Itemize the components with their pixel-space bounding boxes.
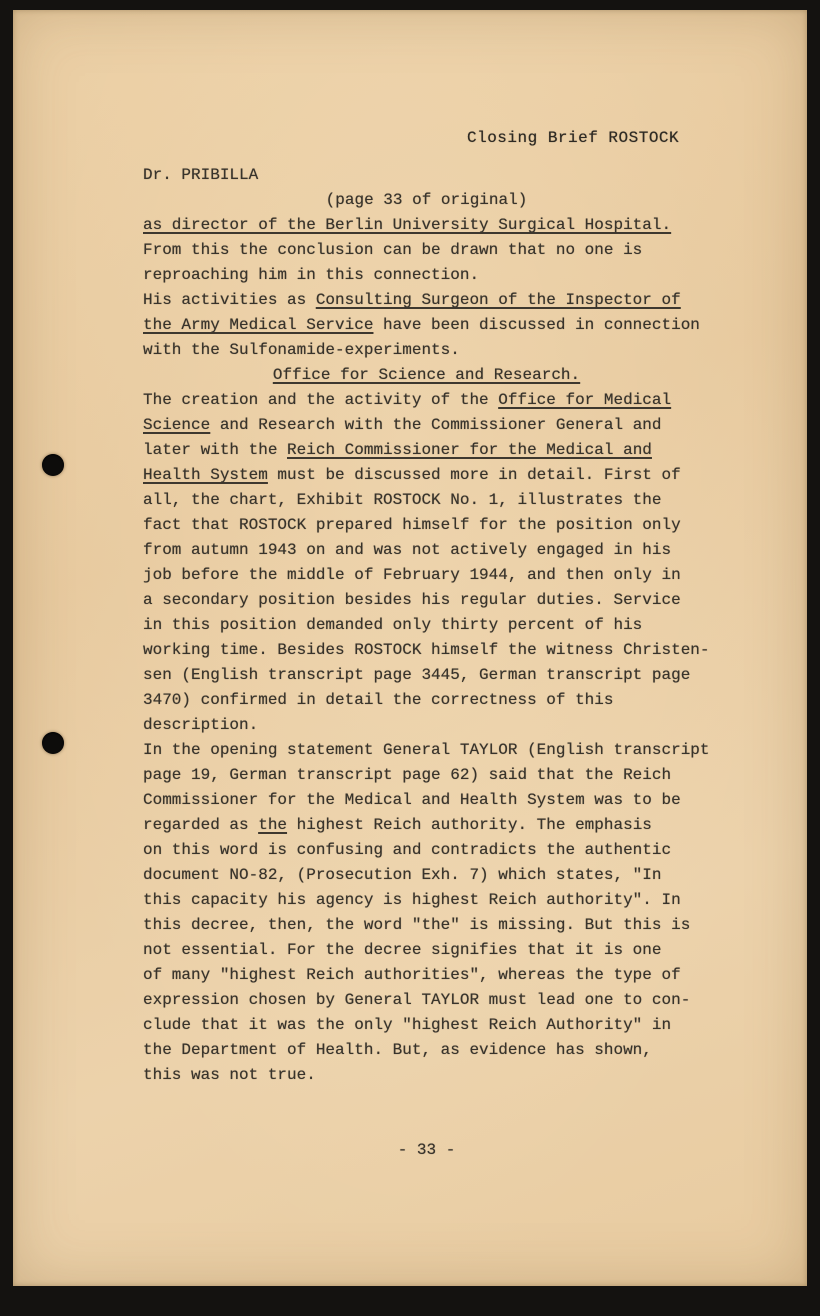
text-segment: reproaching him in this connection. (143, 266, 480, 284)
document-line (143, 763, 710, 788)
document-line (143, 963, 710, 988)
hole-punch-icon (42, 732, 64, 754)
text-segment: the Army Medical Service (143, 316, 374, 334)
document-line (143, 663, 710, 688)
text-segment: Reich Commissioner for the Medical and (287, 441, 652, 459)
text-segment: this decree, then, the word "the" is missing. But this is (143, 916, 691, 934)
text-segment: Science (143, 416, 211, 434)
document-line (143, 238, 710, 263)
document-line (143, 1038, 710, 1063)
text-segment: later with the (143, 441, 288, 459)
text-segment: In the opening statement General TAYLOR (English transcript (143, 741, 710, 759)
text-segment: a secondary position besides his regular duties. Service (143, 591, 681, 609)
document-line (143, 413, 710, 438)
text-segment: description. (143, 716, 259, 734)
text-segment: have been discussed in connection (373, 316, 700, 334)
text-segment: document NO-82, (Prosecution Exh. 7) which states, "In (143, 866, 662, 884)
text-segment: as director of the Berlin University Surgical Hospital. (143, 216, 672, 234)
text-segment: Health System (143, 466, 268, 484)
document-line (143, 438, 710, 463)
document-line (143, 838, 710, 863)
text-segment: regarded as (143, 816, 259, 834)
text-segment: Office for Medical (498, 391, 672, 409)
text-segment: from autumn 1943 on and was not actively engaged in his (143, 541, 672, 559)
document-line (143, 863, 710, 888)
document-line (143, 488, 710, 513)
document-line (143, 913, 710, 938)
document-line (143, 563, 710, 588)
text-segment: not essential. For the decree signifies that it is one (143, 941, 662, 959)
text-segment: this was not true. (143, 1066, 316, 1084)
text-segment: fact that ROSTOCK prepared himself for the position only (143, 516, 681, 534)
text-segment: (page 33 of original) (325, 191, 528, 209)
document-body (143, 163, 710, 1088)
page-number: - 33 - (397, 1141, 456, 1159)
document-line (143, 288, 710, 313)
text-segment: Dr. PRIBILLA (143, 166, 259, 184)
document-line (143, 213, 710, 238)
text-segment: in this position demanded only thirty percent of his (143, 616, 643, 634)
text-segment: highest Reich authority. The emphasis (287, 816, 652, 834)
text-segment: From this the conclusion can be drawn that no one is (143, 241, 643, 259)
text-segment: Consulting Surgeon of the Inspector of (315, 291, 681, 309)
document-line (143, 588, 710, 613)
text-segment: 3470) confirmed in detail the correctness of this (143, 691, 614, 709)
text-segment: job before the middle of February 1944, and then only in (143, 566, 681, 584)
text-segment: working time. Besides ROSTOCK himself the witness Christen- (143, 641, 710, 659)
document-line (143, 338, 710, 363)
document-line (143, 988, 710, 1013)
document-line (143, 788, 710, 813)
document-line (143, 363, 710, 388)
document-line (143, 1013, 710, 1038)
text-segment: with the Sulfonamide-experiments. (143, 341, 460, 359)
text-segment: must be discussed more in detail. First of (267, 466, 681, 484)
text-segment: of many "highest Reich authorities", whereas the type of (143, 966, 681, 984)
document-line (143, 813, 710, 838)
document-line (143, 463, 710, 488)
text-segment: Commissioner for the Medical and Health System was to be (143, 791, 681, 809)
document-line (143, 888, 710, 913)
text-segment: His activities as (143, 291, 316, 309)
document-line (143, 713, 710, 738)
document-line (143, 513, 710, 538)
document-line (143, 738, 710, 763)
text-segment: Office for Science and Research. (272, 366, 581, 384)
document-paper (13, 10, 807, 1286)
document-line (143, 638, 710, 663)
document-line (143, 388, 710, 413)
document-line (143, 163, 710, 188)
document-line (143, 1063, 710, 1088)
text-segment: the (258, 816, 288, 834)
document-line (143, 263, 710, 288)
document-line (143, 313, 710, 338)
document-line (143, 613, 710, 638)
text-segment: sen (English transcript page 3445, German transcript page (143, 666, 691, 684)
text-segment: expression chosen by General TAYLOR must lead one to con- (143, 991, 691, 1009)
document-line (143, 538, 710, 563)
text-segment: on this word is confusing and contradicts the authentic (143, 841, 672, 859)
text-segment: and Research with the Commissioner General and (210, 416, 662, 434)
text-segment: all, the chart, Exhibit ROSTOCK No. 1, illustrates the (143, 491, 662, 509)
document-line (143, 938, 710, 963)
text-segment: page 19, German transcript page 62) said that the Reich (143, 766, 672, 784)
document-header: Closing Brief ROSTOCK (467, 129, 680, 147)
hole-punch-icon (42, 454, 64, 476)
document-line (143, 688, 710, 713)
text-segment: this capacity his agency is highest Reich authority". In (143, 891, 681, 909)
text-segment: the Department of Health. But, as evidence has shown, (143, 1041, 652, 1059)
document-line (143, 188, 710, 213)
text-segment: The creation and the activity of the (143, 391, 499, 409)
text-segment: clude that it was the only "highest Reich Authority" in (143, 1016, 672, 1034)
